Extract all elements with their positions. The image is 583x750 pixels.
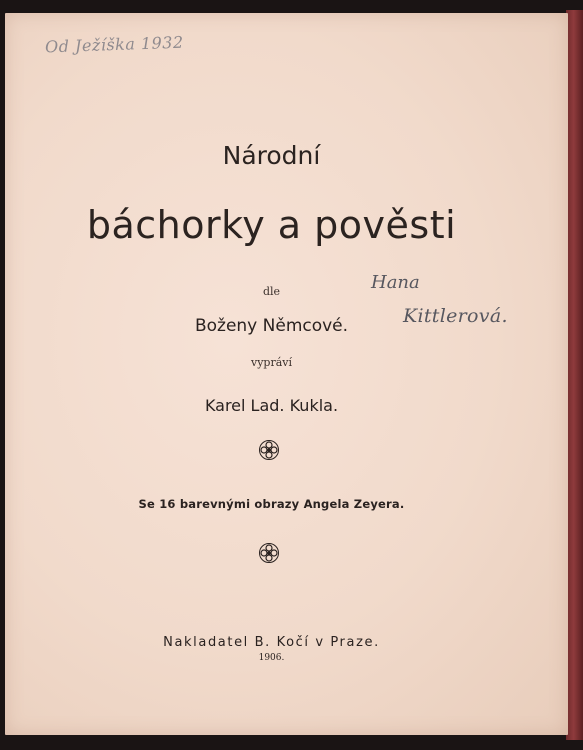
signature-last-name: Kittlerová. (403, 305, 508, 327)
cover-board-edge (566, 10, 583, 740)
title-line-2: báchorky a pověsti (86, 203, 457, 247)
reteller-name: Karel Lad. Kukla. (204, 396, 339, 415)
rosette-ornament-icon (258, 439, 280, 461)
illustrations-note: Se 16 barevnými obrazy Angela Zeyera. (138, 497, 405, 511)
signature-first-name: Hana (371, 272, 420, 293)
author-name: Boženy Němcové. (194, 316, 349, 336)
publication-year: 1906. (258, 653, 285, 663)
by-word: dle (262, 285, 281, 298)
rosette-ornament-icon (258, 542, 280, 564)
pencil-inscription: Od Ježíška 1932 (44, 32, 184, 57)
title-line-1: Národní (222, 141, 321, 170)
publisher-line: Nakladatel B. Kočí v Praze. (163, 635, 380, 650)
title-page (5, 13, 568, 735)
retold-word: vypráví (250, 356, 293, 369)
